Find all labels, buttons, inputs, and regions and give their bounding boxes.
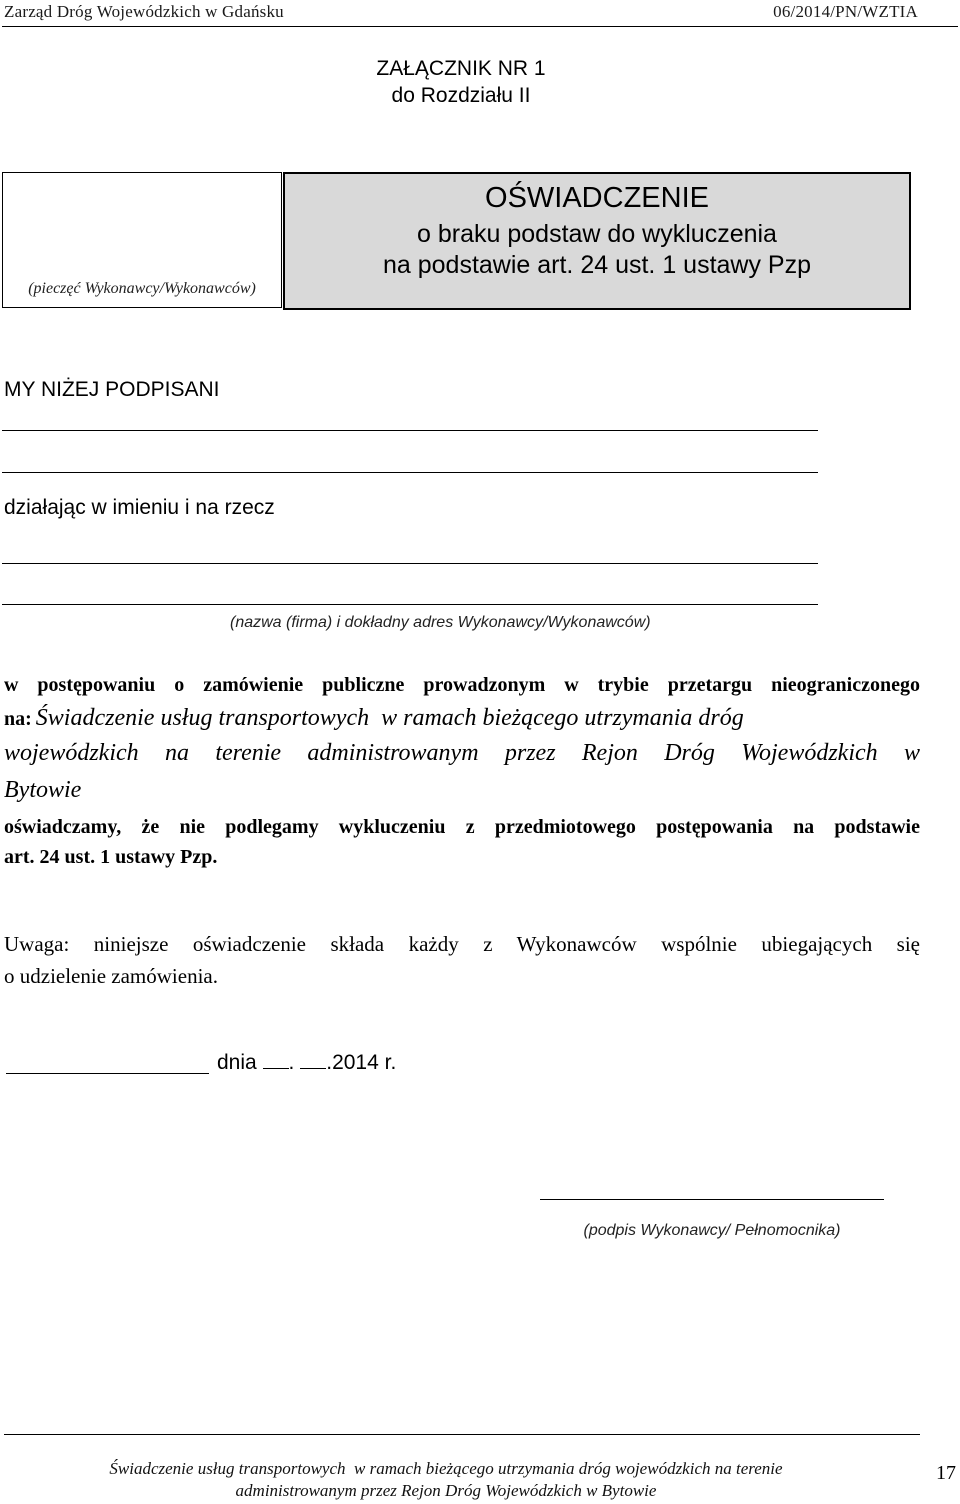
- date-field[interactable]: [217, 1051, 396, 1075]
- contractor-blank-line-1[interactable]: [2, 563, 818, 564]
- procedure-line-2: [4, 705, 920, 732]
- footer-line-2: administrowanym przez Rejon Dróg Wojewódzkich w Bytowie: [235, 1481, 657, 1500]
- attachment-chapter: do Rozdziału II: [391, 84, 531, 107]
- date-year: .2014 r.: [326, 1051, 397, 1074]
- date-month-blank[interactable]: [300, 1051, 326, 1069]
- place-blank-line[interactable]: [6, 1073, 209, 1074]
- date-dnia-label: dnia: [217, 1051, 263, 1074]
- procedure-subject-part-3: Bytowie: [4, 777, 82, 803]
- date-day-blank[interactable]: [263, 1051, 289, 1069]
- contractor-name-caption: (nazwa (firma) i dokładny adres Wykonawcy/Wykonawców): [230, 614, 651, 631]
- declaration-legal-basis: na podstawie art. 24 ust. 1 ustawy Pzp: [382, 251, 811, 279]
- header-reference-number: 06/2014/PN/WZTIA: [773, 2, 918, 21]
- signature-caption: (podpis Wykonawcy/ Pełnomocnika): [583, 1222, 841, 1239]
- statement-line-2: art. 24 ust. 1 ustawy Pzp.: [4, 846, 218, 868]
- statement-line-1: oświadczamy, że nie podlegamy wykluczeniu z przedmiotowego postępowania na podstawie: [4, 816, 920, 838]
- contractor-blank-line-2[interactable]: [2, 604, 818, 605]
- note-line-1: Uwaga: niniejsze oświadczenie składa każdy z Wykonawców wspólnie ubiegających się: [4, 932, 920, 956]
- procedure-subject-part-2: wojewódzkich na terenie administrowanym przez Rejon Dróg Wojewódzkich w: [4, 740, 920, 766]
- signature-blank-line[interactable]: [540, 1199, 884, 1200]
- procedure-line-1: w postępowaniu o zamówienie publiczne prowadzonym w trybie przetargu nieograniczonego: [4, 674, 920, 696]
- signatories-blank-line-1[interactable]: [2, 430, 818, 431]
- attachment-number: ZAŁĄCZNIK NR 1: [376, 57, 546, 80]
- footer-divider: [4, 1434, 920, 1435]
- footer-line-1: Świadczenie usług transportowych w ramach bieżącego utrzymania dróg wojewódzkich na terenie: [109, 1459, 783, 1478]
- on-behalf-label: działając w imieniu i na rzecz: [4, 496, 275, 519]
- header-organization: Zarząd Dróg Wojewódzkich w Gdańsku: [4, 2, 284, 21]
- signatories-heading: MY NIŻEJ PODPISANI: [4, 378, 220, 401]
- stamp-label: (pieczęć Wykonawcy/Wykonawców): [28, 280, 256, 297]
- signatories-blank-line-2[interactable]: [2, 472, 818, 473]
- declaration-title: OŚWIADCZENIE: [485, 182, 709, 214]
- page-number: 17: [936, 1462, 956, 1484]
- header-divider: [2, 26, 958, 27]
- procedure-na-label: na:: [4, 708, 32, 730]
- declaration-subtitle: o braku podstaw do wykluczenia: [417, 220, 777, 248]
- note-line-2: o udzielenie zamówienia.: [4, 964, 218, 988]
- date-separator: .: [288, 1051, 295, 1074]
- procedure-subject-part-1: Świadczenie usług transportowych w ramach bieżącego utrzymania dróg: [35, 705, 744, 731]
